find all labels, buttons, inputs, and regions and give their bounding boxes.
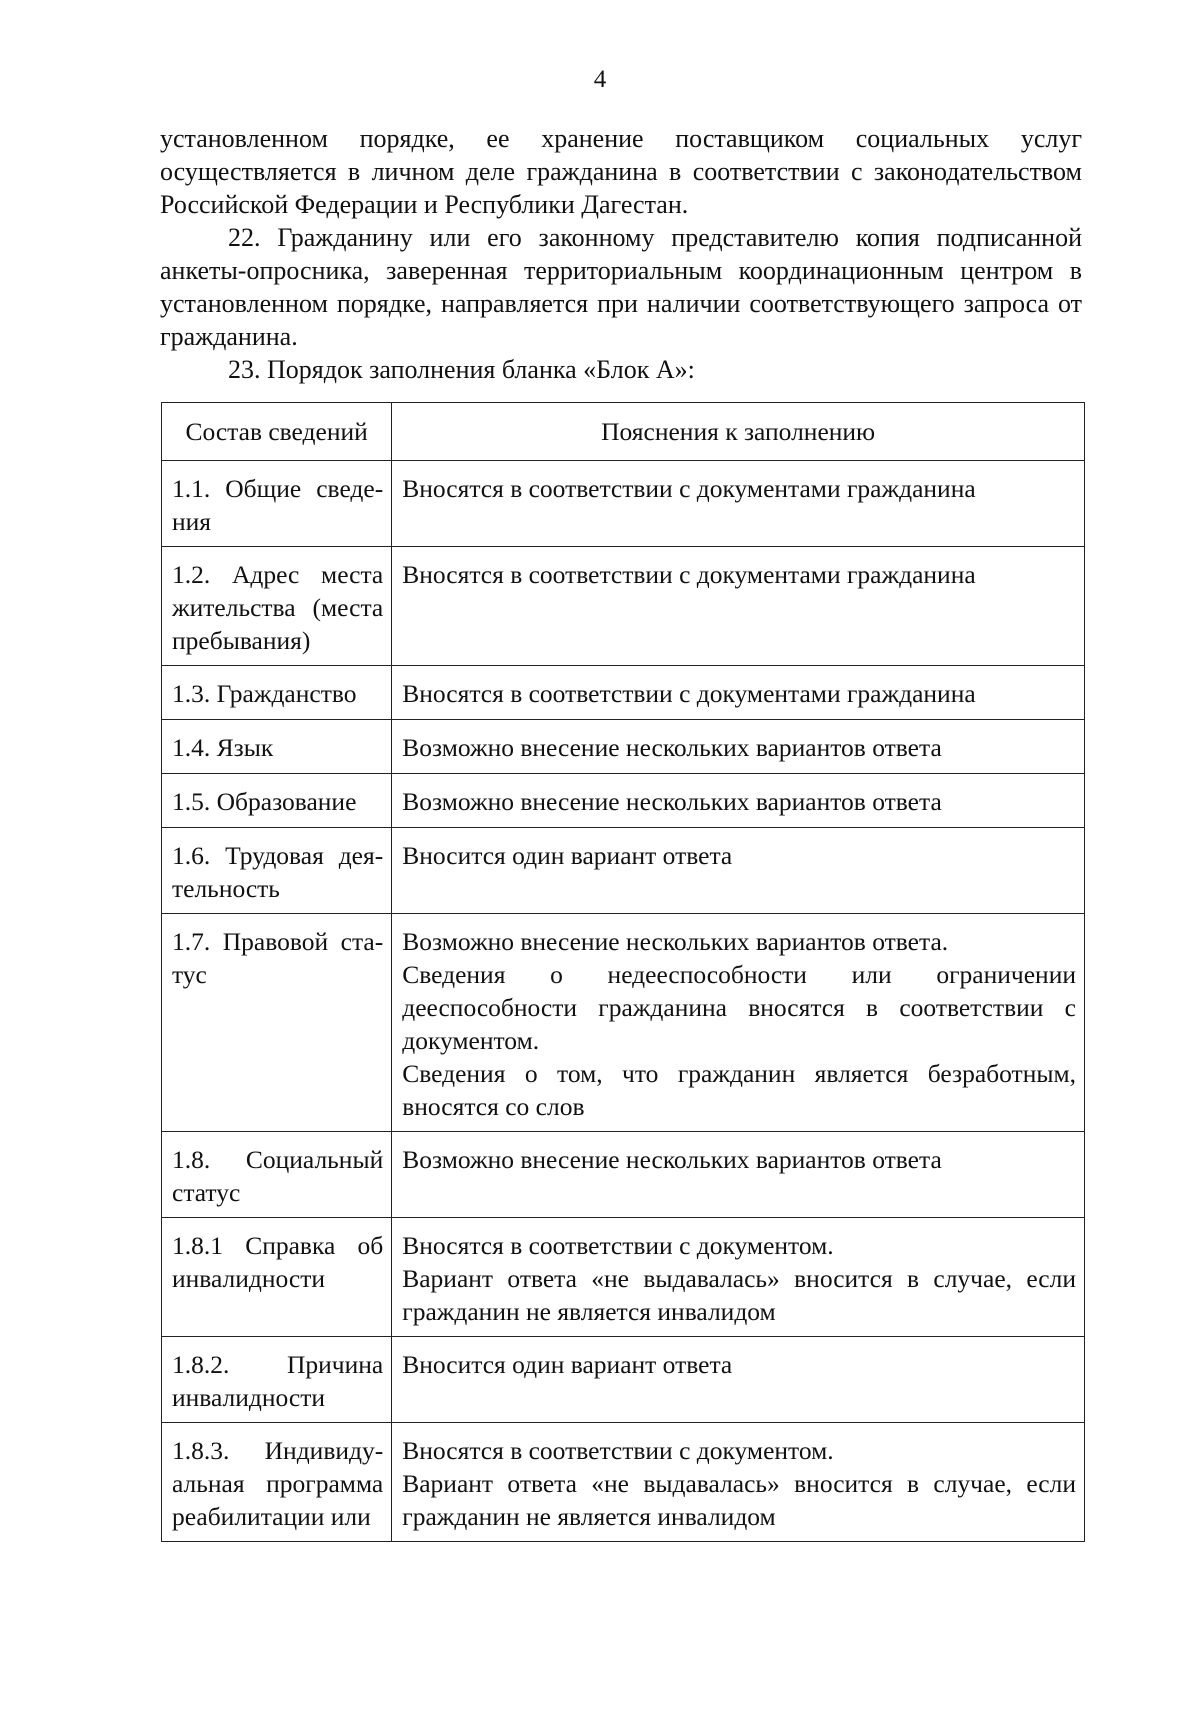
table-row — [162, 1423, 1085, 1542]
body-text — [160, 122, 1082, 386]
paragraph-22: 22. Гражданину или его законному представителю копия подписанной анкеты-опросника, заверенная территориальным координационным центром в установленном порядке, направляется при наличии соответствующего запроса от гражданина. — [160, 223, 1082, 351]
row-item: 1.6. Трудовая деятельность — [162, 828, 392, 914]
row-notes — [392, 1423, 1085, 1542]
table-row — [162, 547, 1085, 666]
row-item: 1.8.1 Справка об инвалидности — [162, 1218, 392, 1337]
row-notes — [392, 774, 1085, 828]
page-number: 4 — [593, 66, 607, 93]
row-item: 1.8.2. Причина инвалидности — [162, 1337, 392, 1423]
table-row — [162, 666, 1085, 720]
note-line: Возможно внесение нескольких вариантов ответа. — [402, 927, 949, 956]
note-line: Вносятся в соответствии с документами гражданина — [402, 560, 976, 589]
row-notes — [392, 828, 1085, 914]
table-row — [162, 914, 1085, 1132]
note-line: Вносятся в соответствии с документами гражданина — [402, 474, 976, 503]
row-item: 1.3. Гражданство — [162, 666, 392, 720]
table-row — [162, 720, 1085, 774]
table-header-row — [162, 403, 1085, 461]
note-line: Возможно внесение нескольких вариантов ответа — [402, 787, 942, 816]
row-notes — [392, 914, 1085, 1132]
note-line: Вносится один вариант ответа — [402, 841, 733, 870]
note-line: Вносятся в соответствии с документом. — [402, 1436, 834, 1465]
note-line: Сведения о недееспособности или ограничении дееспособности гражданина вносятся в соответствии с документом. — [402, 960, 1076, 1055]
table-row — [162, 828, 1085, 914]
note-line: Вносятся в соответствии с документами гражданина — [402, 679, 976, 708]
row-item: 1.7. Правовой статус — [162, 914, 392, 1132]
row-notes — [392, 720, 1085, 774]
row-item: 1.5. Образование — [162, 774, 392, 828]
row-notes — [392, 1132, 1085, 1218]
row-item: 1.4. Язык — [162, 720, 392, 774]
note-line: Возможно внесение нескольких вариантов ответа — [402, 733, 942, 762]
row-notes — [392, 547, 1085, 666]
row-notes — [392, 461, 1085, 547]
note-line: Вариант ответа «не выдавалась» вносится в случае, если гражданин не является инвалидом — [402, 1264, 1076, 1326]
note-line: Вносятся в соответствии с документом. — [402, 1231, 834, 1260]
table-row — [162, 1132, 1085, 1218]
block-a-instructions-table — [161, 402, 1085, 1542]
paragraph-23: 23. Порядок заполнения бланка «Блок А»: — [228, 355, 695, 384]
note-line: Вносится один вариант ответа — [402, 1350, 733, 1379]
row-notes — [392, 1218, 1085, 1337]
header-composition: Состав сведений — [162, 403, 392, 461]
row-item: 1.1. Общие сведения — [162, 461, 392, 547]
note-line: Сведения о том, что гражданин является безработным, вносятся со слов — [402, 1059, 1076, 1121]
table-row — [162, 461, 1085, 547]
row-notes — [392, 666, 1085, 720]
note-line: Возможно внесение нескольких вариантов ответа — [402, 1145, 942, 1174]
row-item: 1.8.3. Индивидуальная программа реабилитации или — [162, 1423, 392, 1542]
note-line: Вариант ответа «не выдавалась» вносится в случае, если гражданин не является инвалидом — [402, 1469, 1076, 1531]
table-row — [162, 1337, 1085, 1423]
header-explanations: Пояснения к заполнению — [392, 403, 1085, 461]
table-row — [162, 774, 1085, 828]
row-item: 1.2. Адрес места жительства (места пребывания) — [162, 547, 392, 666]
paragraph-continuation: установленном порядке, ее хранение поставщиком социальных услуг осуществляется в личном деле гражданина в соответствии с законодательством Российской Федерации и Республики Дагестан. — [160, 124, 1082, 219]
row-item: 1.8. Социальный статус — [162, 1132, 392, 1218]
row-notes — [392, 1337, 1085, 1423]
table-row — [162, 1218, 1085, 1337]
